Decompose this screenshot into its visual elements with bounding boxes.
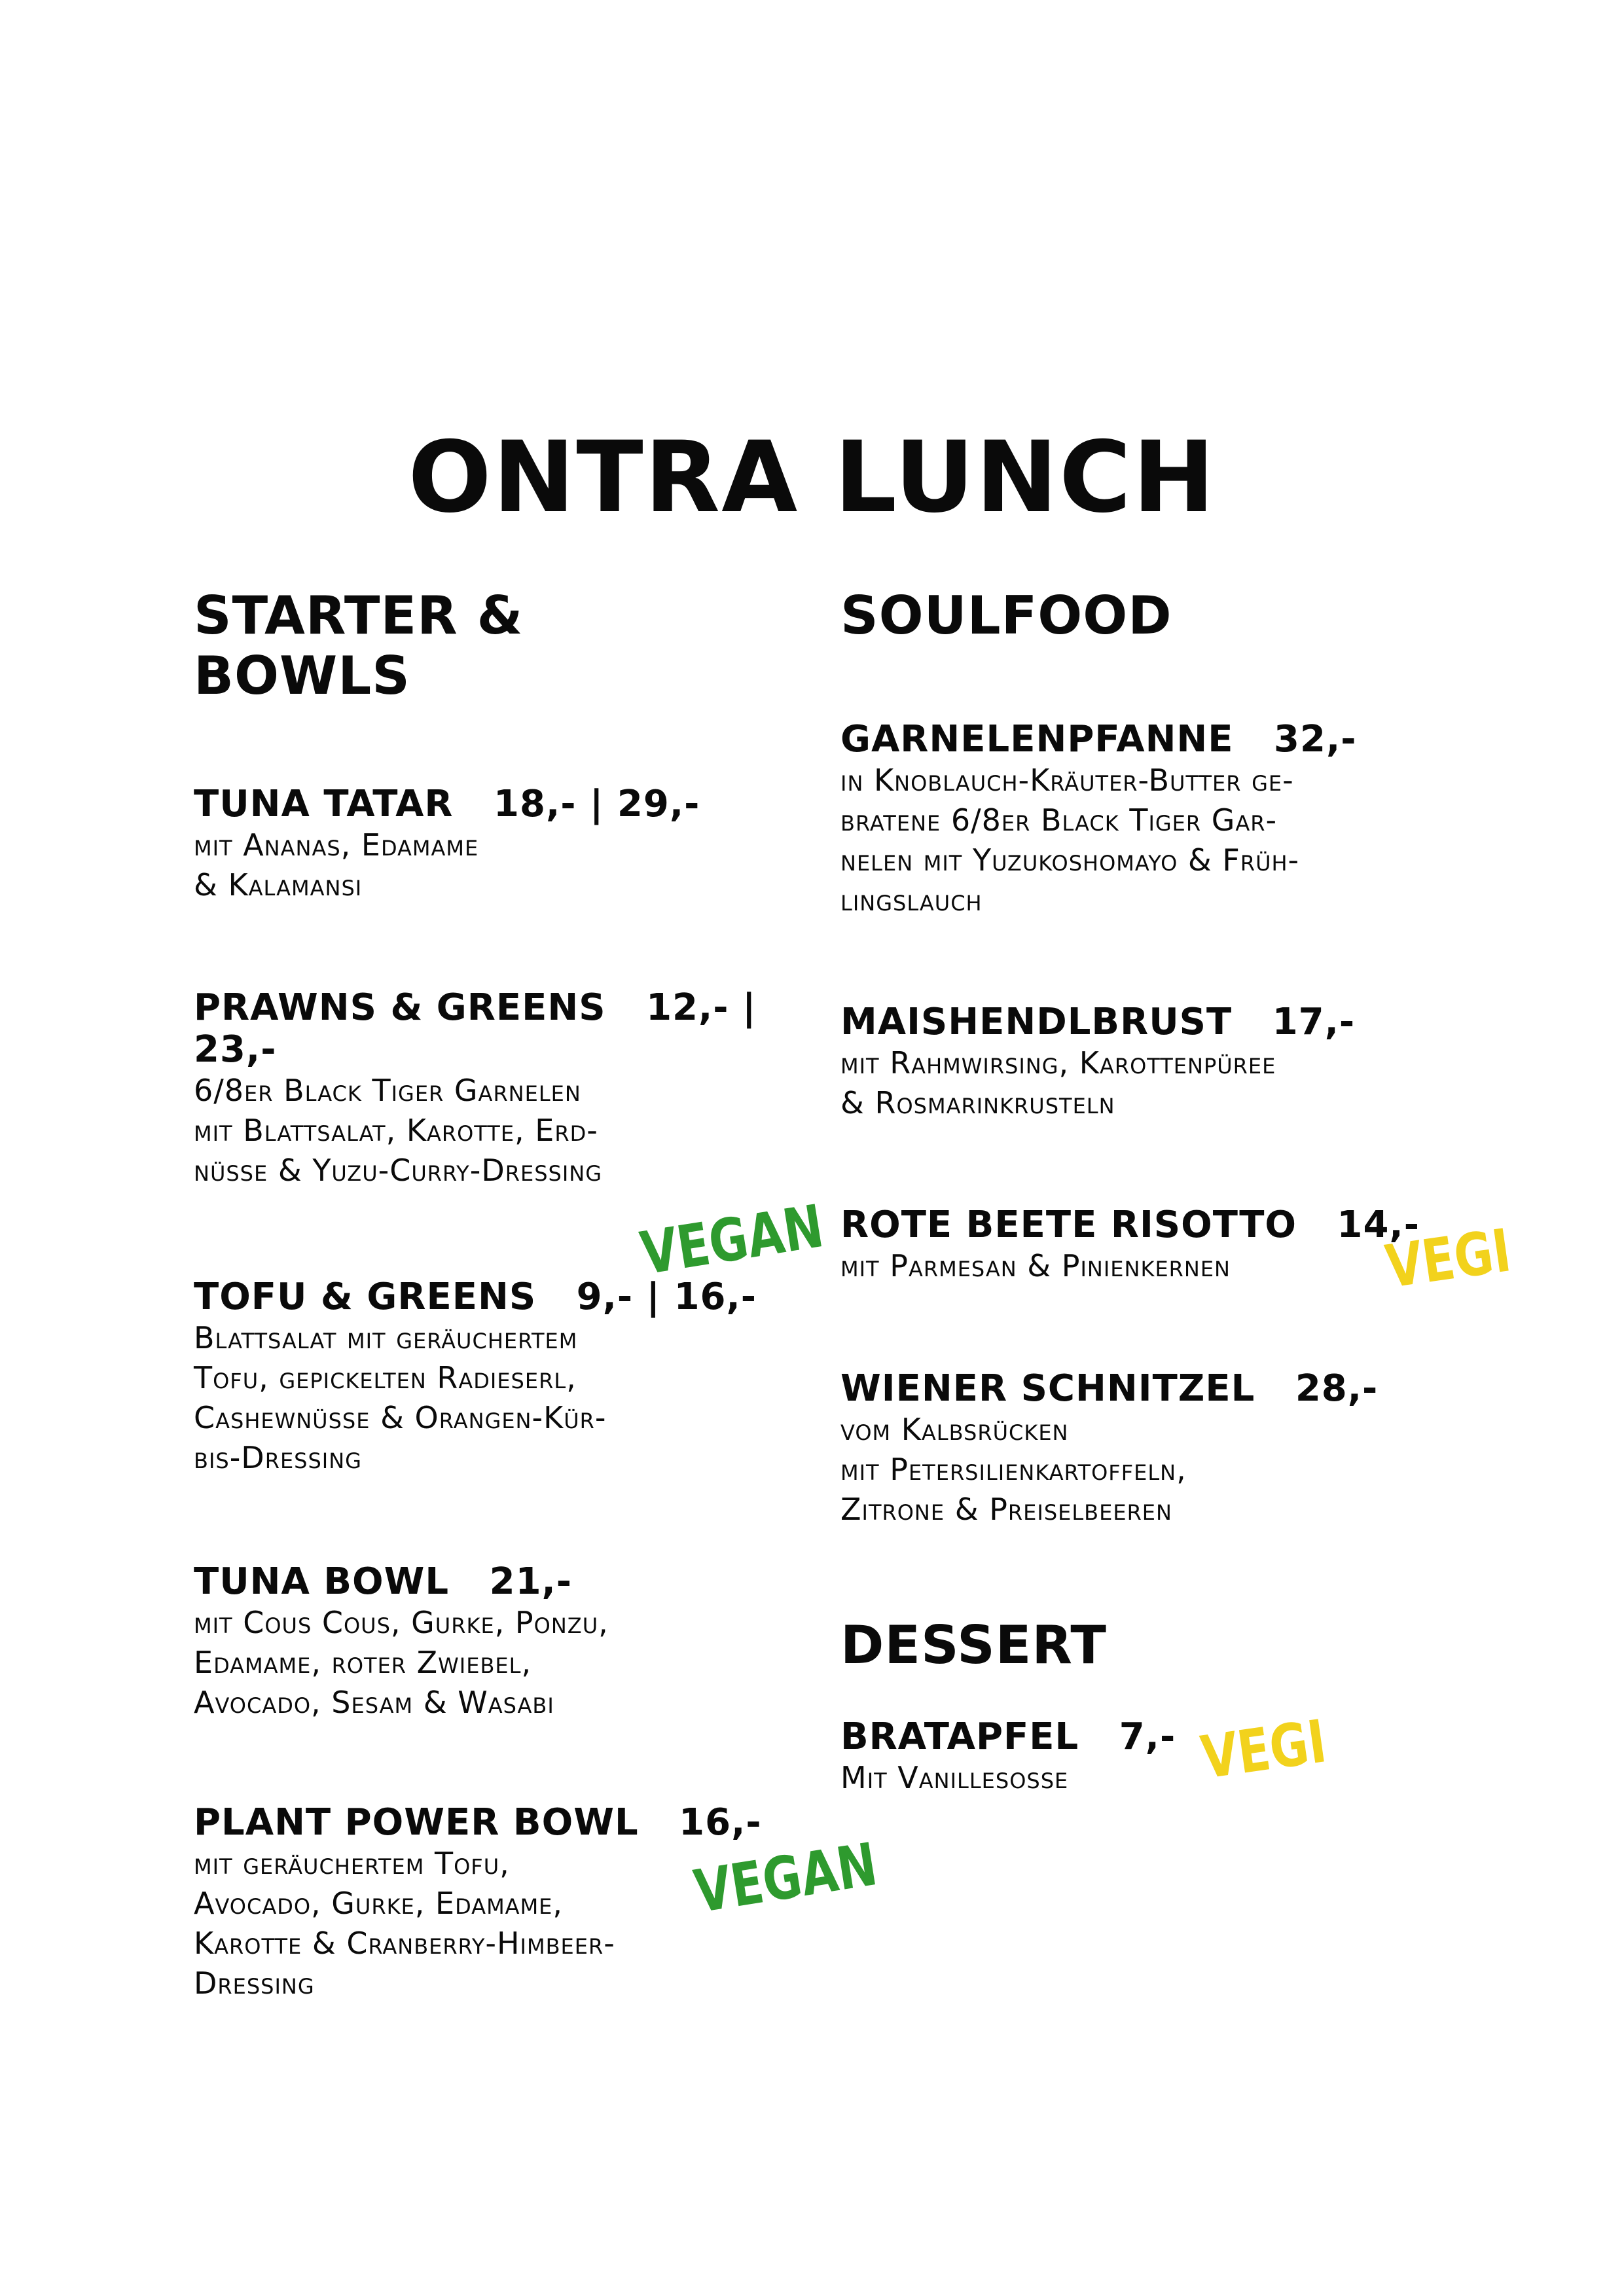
menu-item-rote-beete-risotto [840, 1204, 1420, 1286]
menu-item-plant-power-bowl [194, 1802, 762, 2003]
menu-item-bratapfel [840, 1716, 1176, 1798]
menu-item-prawns-greens [194, 987, 756, 1191]
item-name: TOFU & GREENS 9,- | 16,- [194, 1276, 757, 1318]
menu-item-tuna-bowl [194, 1561, 609, 1723]
menu-item-tofu-greens [194, 1276, 757, 1478]
vegan-tag: VEGAN [636, 1191, 828, 1288]
item-name: MAISHENDLBRUST 17,- [840, 1001, 1356, 1043]
item-name: ROTE BEETE RISOTTO 14,- [840, 1204, 1420, 1246]
item-name: PLANT POWER BOWL 16,- [194, 1801, 762, 1844]
item-name: TUNA TATAR 18,- | 29,- [194, 783, 700, 825]
item-description: Mit Vanillesosse [840, 1760, 1069, 1795]
vegi-tag: VEGI [1381, 1215, 1515, 1301]
section-heading-dessert: DESSERT [840, 1615, 1107, 1676]
vegi-tag: VEGI [1197, 1706, 1331, 1792]
section-heading-soulfood: SOULFOOD [840, 585, 1172, 646]
item-description: mit geräuchertem Tofu, Avocado, Gurke, Edamame, Karotte & Cranberry-Himbeer- Dressing [194, 1846, 615, 2001]
vegan-tag: VEGAN [689, 1829, 882, 1926]
item-description: mit Parmesan & Pinienkernen [840, 1248, 1231, 1283]
item-description: in Knoblauch-Kräuter-Butter ge- bratene 6/8er Black Tiger Gar- nelen mit Yuzukoshomayo & Früh- lingslauch [840, 762, 1300, 918]
item-description: mit Cous Cous, Gurke, Ponzu, Edamame, roter Zwiebel, Avocado, Sesam & Wasabi [194, 1605, 609, 1720]
menu-item-garnelenpfanne [840, 719, 1356, 920]
item-description: Blattsalat mit geräuchertem Tofu, gepickelten Radieserl, Cashewnüsse & Orangen-Kür- bis-Dressing [194, 1320, 607, 1475]
menu-item-maishendlbrust [840, 1001, 1355, 1123]
item-description: vom Kalbsrücken mit Petersilienkartoffeln, Zitrone & Preiselbeeren [840, 1412, 1187, 1527]
menu-title: ONTRA LUNCH [408, 421, 1216, 535]
item-name: GARNELENPFANNE 32,- [840, 718, 1357, 761]
item-description: mit Ananas, Edamame & Kalamansi [194, 827, 479, 903]
item-description: 6/8er Black Tiger Garnelen mit Blattsalat, Karotte, Erd- nüsse & Yuzu-Curry-Dressing [194, 1073, 602, 1188]
item-name: TUNA BOWL 21,- [194, 1560, 573, 1603]
item-description: mit Rahmwirsing, Karottenpüree & Rosmarinkrusteln [840, 1045, 1276, 1121]
menu-item-tuna-tatar [194, 783, 700, 905]
item-name: BRATAPFEL 7,- [840, 1715, 1176, 1758]
item-name: WIENER SCHNITZEL 28,- [840, 1367, 1379, 1410]
section-heading-starter-bowls: STARTER & BOWLS [194, 585, 524, 706]
item-name: PRAWNS & GREENS 12,- | 23,- [194, 986, 757, 1071]
menu-item-wiener-schnitzel [840, 1368, 1378, 1530]
